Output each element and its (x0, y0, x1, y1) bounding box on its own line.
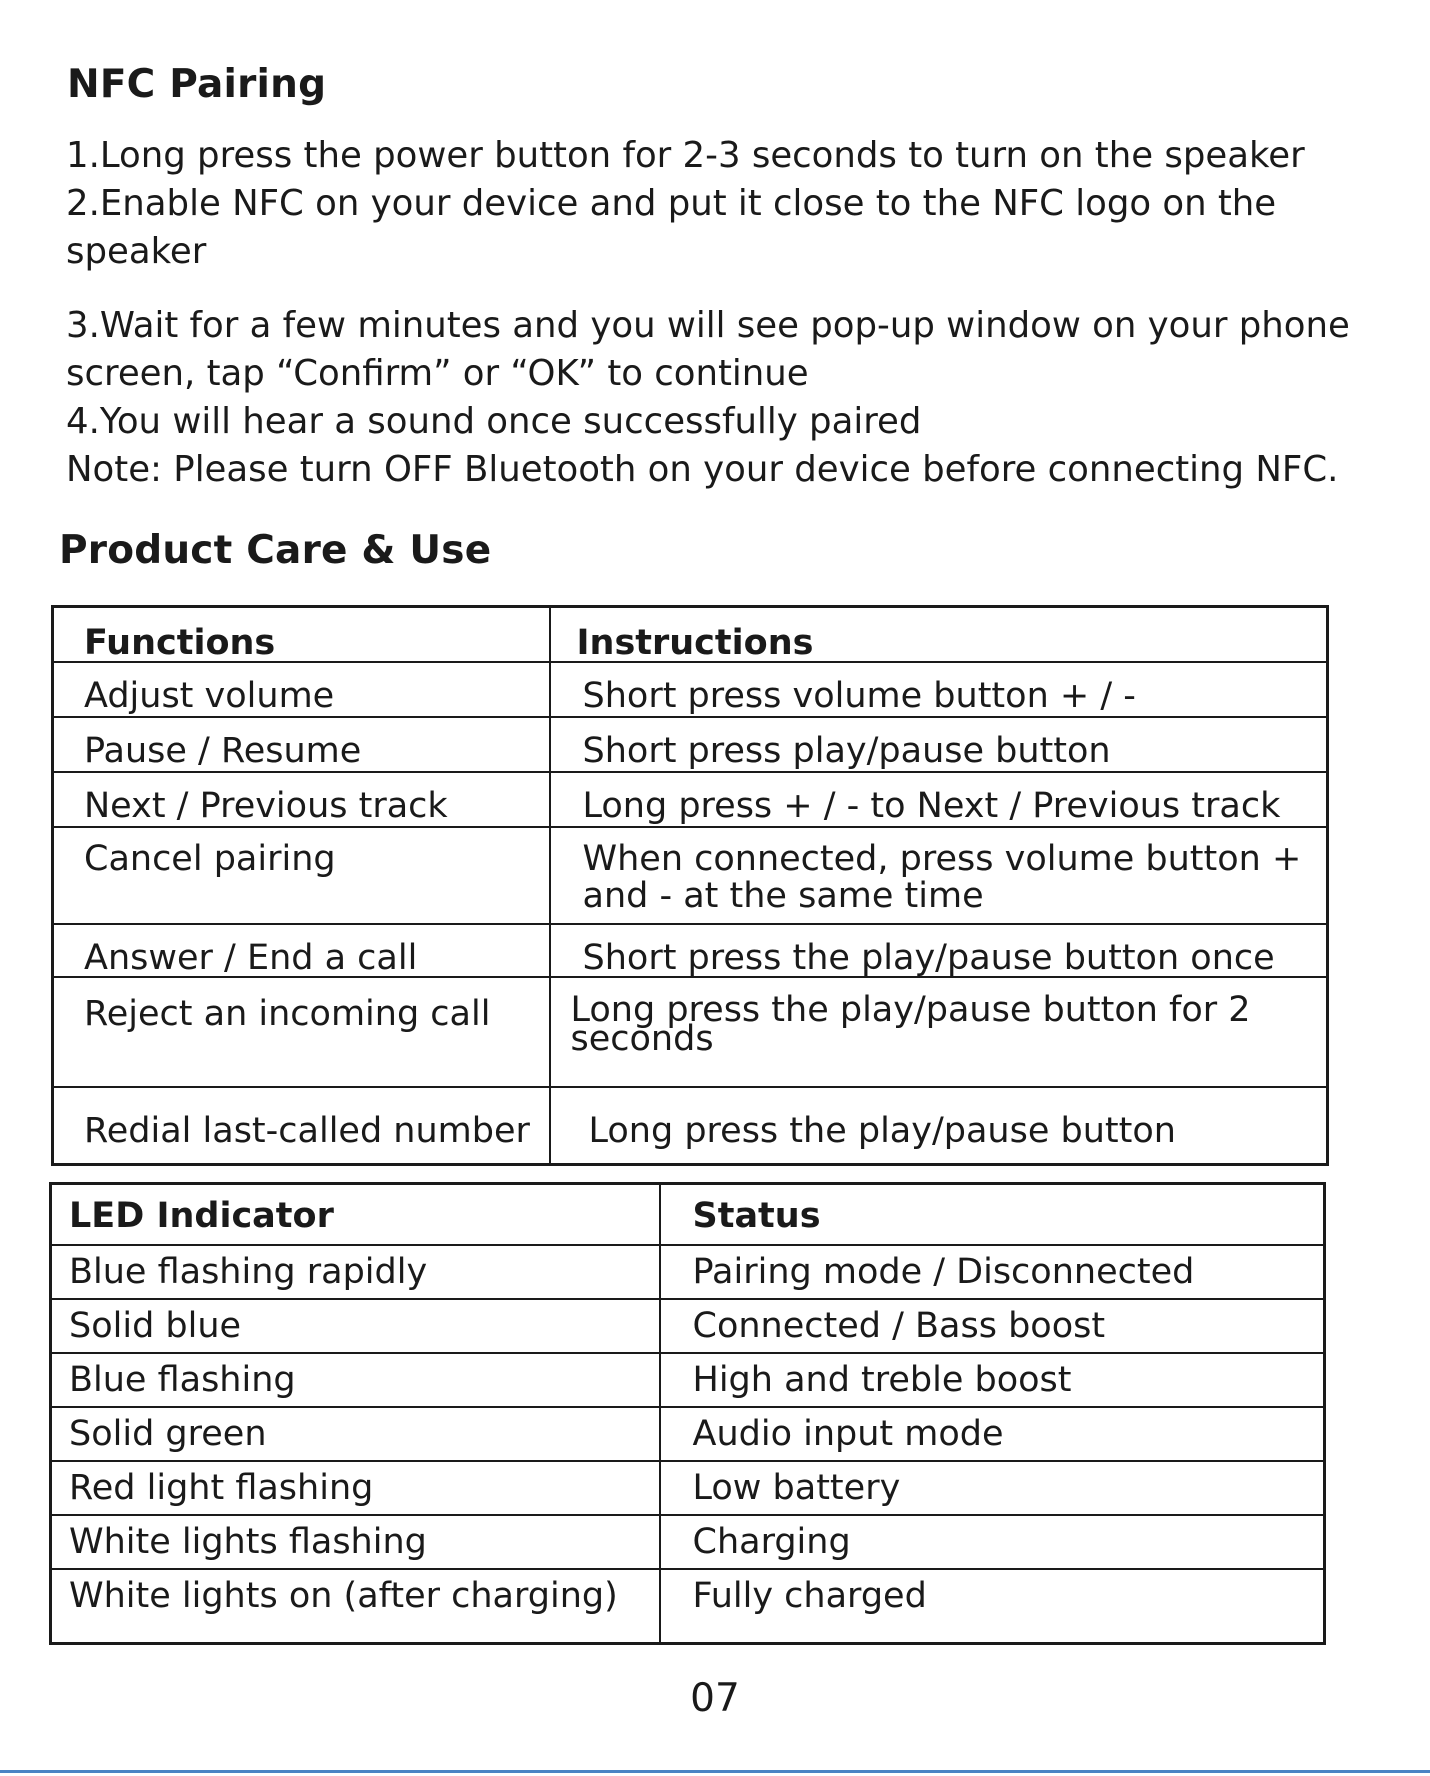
status-cell: Low battery (660, 1461, 1325, 1515)
led-cell: Red light flashing (51, 1461, 660, 1515)
column-header-led-indicator: LED Indicator (51, 1184, 660, 1246)
function-cell: Cancel pairing (53, 827, 550, 924)
status-cell: High and treble boost (660, 1353, 1325, 1407)
table-row (51, 1569, 1325, 1644)
table-row (51, 1407, 1325, 1461)
function-cell: Redial last-called number (53, 1087, 550, 1165)
table-row (53, 717, 1328, 772)
column-header-status: Status (660, 1184, 1325, 1246)
instruction-cell: Long press the play/pause button for 2 seconds (550, 977, 1328, 1087)
status-cell: Pairing mode / Disconnected (660, 1245, 1325, 1299)
nfc-step-4: 4.You will hear a sound once successfully paired (66, 401, 922, 442)
nfc-instructions (66, 132, 1386, 494)
table-row (53, 924, 1328, 977)
column-header-functions: Functions (53, 607, 550, 663)
status-cell: Audio input mode (660, 1407, 1325, 1461)
table-row (53, 662, 1328, 717)
table-row (53, 977, 1328, 1087)
nfc-step-3: 3.Wait for a few minutes and you will see pop-up window on your phone screen, tap “Confirm” or “OK” to continue (66, 305, 1350, 394)
instruction-cell: Short press the play/pause button once (550, 924, 1328, 977)
status-cell: Charging (660, 1515, 1325, 1569)
led-cell: Solid blue (51, 1299, 660, 1353)
table-row (51, 1353, 1325, 1407)
function-cell: Adjust volume (53, 662, 550, 717)
led-cell: Blue flashing rapidly (51, 1245, 660, 1299)
function-cell: Answer / End a call (53, 924, 550, 977)
table-row (53, 827, 1328, 924)
nfc-step-1: 1.Long press the power button for 2-3 seconds to turn on the speaker (66, 135, 1305, 176)
led-cell: Blue flashing (51, 1353, 660, 1407)
instruction-cell: Long press the play/pause button (550, 1087, 1328, 1165)
column-header-instructions: Instructions (550, 607, 1328, 663)
table-row (53, 772, 1328, 827)
table-row (51, 1515, 1325, 1569)
led-indicator-table (49, 1182, 1326, 1645)
nfc-pairing-heading: NFC Pairing (67, 62, 327, 107)
table-row (53, 1087, 1328, 1165)
function-cell: Reject an incoming call (53, 977, 550, 1087)
product-care-heading: Product Care & Use (59, 528, 492, 573)
table-row (51, 1245, 1325, 1299)
led-cell: White lights flashing (51, 1515, 660, 1569)
nfc-note: Note: Please turn OFF Bluetooth on your device before connecting NFC. (66, 449, 1339, 490)
instruction-cell: Long press + / - to Next / Previous track (550, 772, 1328, 827)
page-number: 07 (690, 1676, 740, 1721)
table-header-row (51, 1184, 1325, 1246)
table-row (51, 1461, 1325, 1515)
led-cell: White lights on (after charging) (51, 1569, 660, 1644)
table-header-row (53, 607, 1328, 663)
function-cell: Next / Previous track (53, 772, 550, 827)
bottom-rule (0, 1770, 1430, 1773)
nfc-step-2: 2.Enable NFC on your device and put it close to the NFC logo on the speaker (66, 183, 1277, 272)
instruction-cell: Short press play/pause button (550, 717, 1328, 772)
status-cell: Fully charged (660, 1569, 1325, 1644)
led-cell: Solid green (51, 1407, 660, 1461)
functions-table (51, 605, 1329, 1166)
instruction-cell: When connected, press volume button + and - at the same time (550, 827, 1328, 924)
table-row (51, 1299, 1325, 1353)
instruction-cell: Short press volume button + / - (550, 662, 1328, 717)
function-cell: Pause / Resume (53, 717, 550, 772)
status-cell: Connected / Bass boost (660, 1299, 1325, 1353)
